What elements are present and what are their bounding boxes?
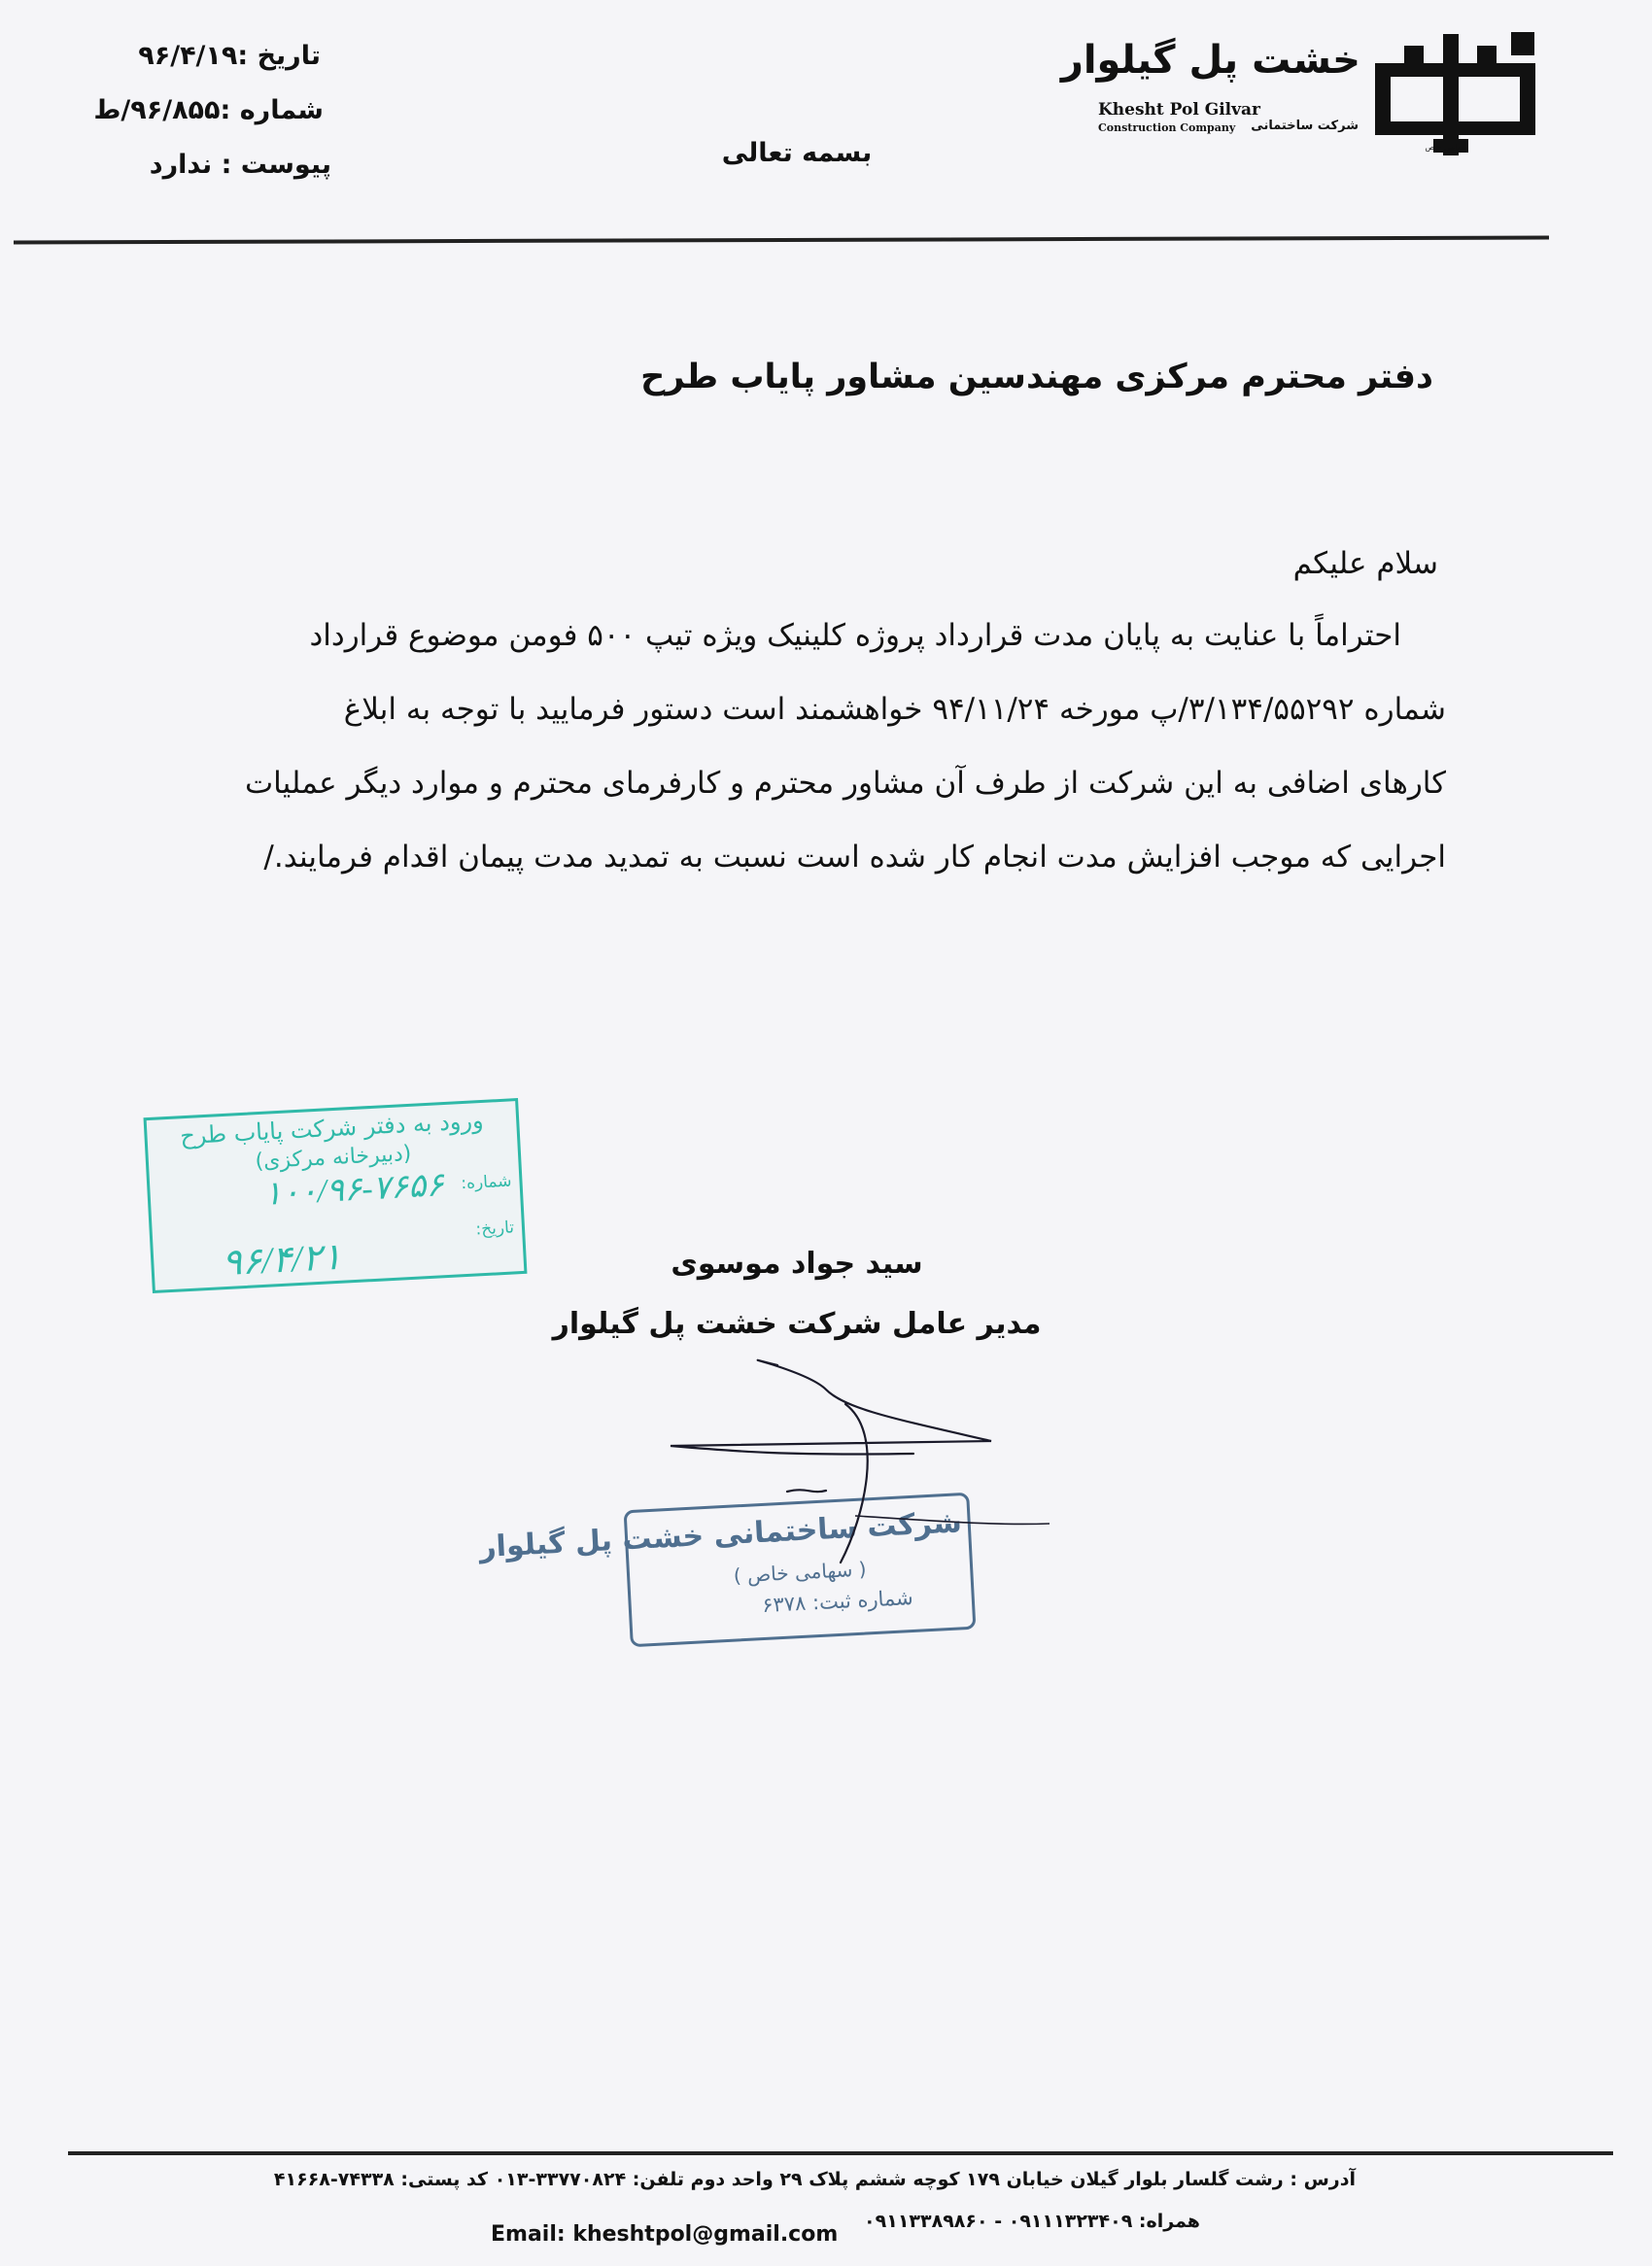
body-line: احتراماً با عنایت به پایان مدت قرارداد پروژه کلینیک ویژه تیپ ۵۰۰ فومن موضوع قرارداد <box>309 618 1401 653</box>
greeting: سلام علیکم <box>1292 546 1438 581</box>
company-stamp-registration <box>762 1586 914 1617</box>
header-divider <box>14 236 1549 245</box>
body-line: اجرایی که موجب افزایش مدت انجام کار شده است نسبت به تمدید مدت پیمان اقدام فرمایند./ <box>263 840 1446 875</box>
letterhead-logo <box>1060 24 1545 160</box>
letter-date: تاریخ :۹۶/۴/۱۹ <box>138 41 321 71</box>
body-line: کارهای اضافی به این شرکت از طرف آن مشاور محترم و کارفرمای محترم و موارد دیگر عملیات <box>244 766 1446 801</box>
company-stamp-type: ( سهامی خاص ) <box>733 1557 868 1588</box>
company-sub-en: Construction Company <box>1098 121 1236 134</box>
handwritten-signature <box>661 1351 1069 1564</box>
footer-mobile: همراه: ۰۹۱۱۱۳۲۳۴۰۹ - ۰۹۱۱۳۳۸۹۸۶۰ <box>864 2211 1200 2232</box>
basmala: بسمه تعالی <box>721 138 873 168</box>
letter-attachment: پیوست : ندارد <box>149 150 331 180</box>
footer-email: Email: kheshtpol@gmail.com <box>491 2222 839 2247</box>
receipt-stamp-subtitle: (دبیرخانه مرکزی) <box>254 1141 412 1175</box>
signer-name: سید جواد موسوی <box>671 1247 923 1281</box>
receipt-stamp-date-label: تاریخ: <box>474 1218 515 1240</box>
signer-title: مدیر عامل شرکت خشت پل گیلوار <box>552 1307 1042 1341</box>
company-sub-fa: شرکت ساختمانی <box>1251 119 1359 133</box>
company-name-en: Khesht Pol Gilvar <box>1098 100 1260 120</box>
company-share-type: سهامی خاص <box>1425 143 1467 152</box>
company-name-fa: خشت پل گیلوار <box>1060 38 1360 83</box>
receipt-stamp-date: ۹۶/۴/۲۱ <box>221 1236 343 1285</box>
receipt-stamp-number: ۱۰۰/۹۶-۷۶۵۶ <box>262 1167 445 1213</box>
letter-number: شماره :۹۶/۸۵۵/ط <box>93 95 324 125</box>
footer-address: آدرس : رشت گلسار بلوار گیلان خیابان ۱۷۹ کوچه ششم پلاک ۲۹ واحد دوم تلفن: ۳۳۷۷۰۸۲۴-۰۱۳ کد پستی: ۷۴۳۳۸-۴۱۶۶۸ <box>273 2169 1356 2190</box>
receipt-stamp <box>144 1098 528 1293</box>
company-stamp-reg-number: ۶۳۷۸ <box>761 1591 807 1618</box>
body-line: شماره ۳/۱۳۴/۵۵۲۹۲/پ مورخه ۹۴/۱۱/۲۴ خواهشمند است دستور فرمایید با توجه به ابلاغ <box>343 692 1446 727</box>
receipt-stamp-title: ورود به دفتر شرکت پایاب طرح <box>179 1106 485 1150</box>
receipt-stamp-number-label: شماره: <box>460 1171 512 1194</box>
recipient: دفتر محترم مرکزی مهندسین مشاور پایاب طرح <box>640 358 1433 396</box>
company-stamp-reg-label: شماره ثبت: <box>811 1585 914 1615</box>
kheshtpol-logo-icon <box>1365 24 1545 160</box>
company-stamp-name: شرکت ساختمانی خشت پل گیلوار <box>478 1505 963 1565</box>
footer-divider <box>68 2151 1613 2155</box>
